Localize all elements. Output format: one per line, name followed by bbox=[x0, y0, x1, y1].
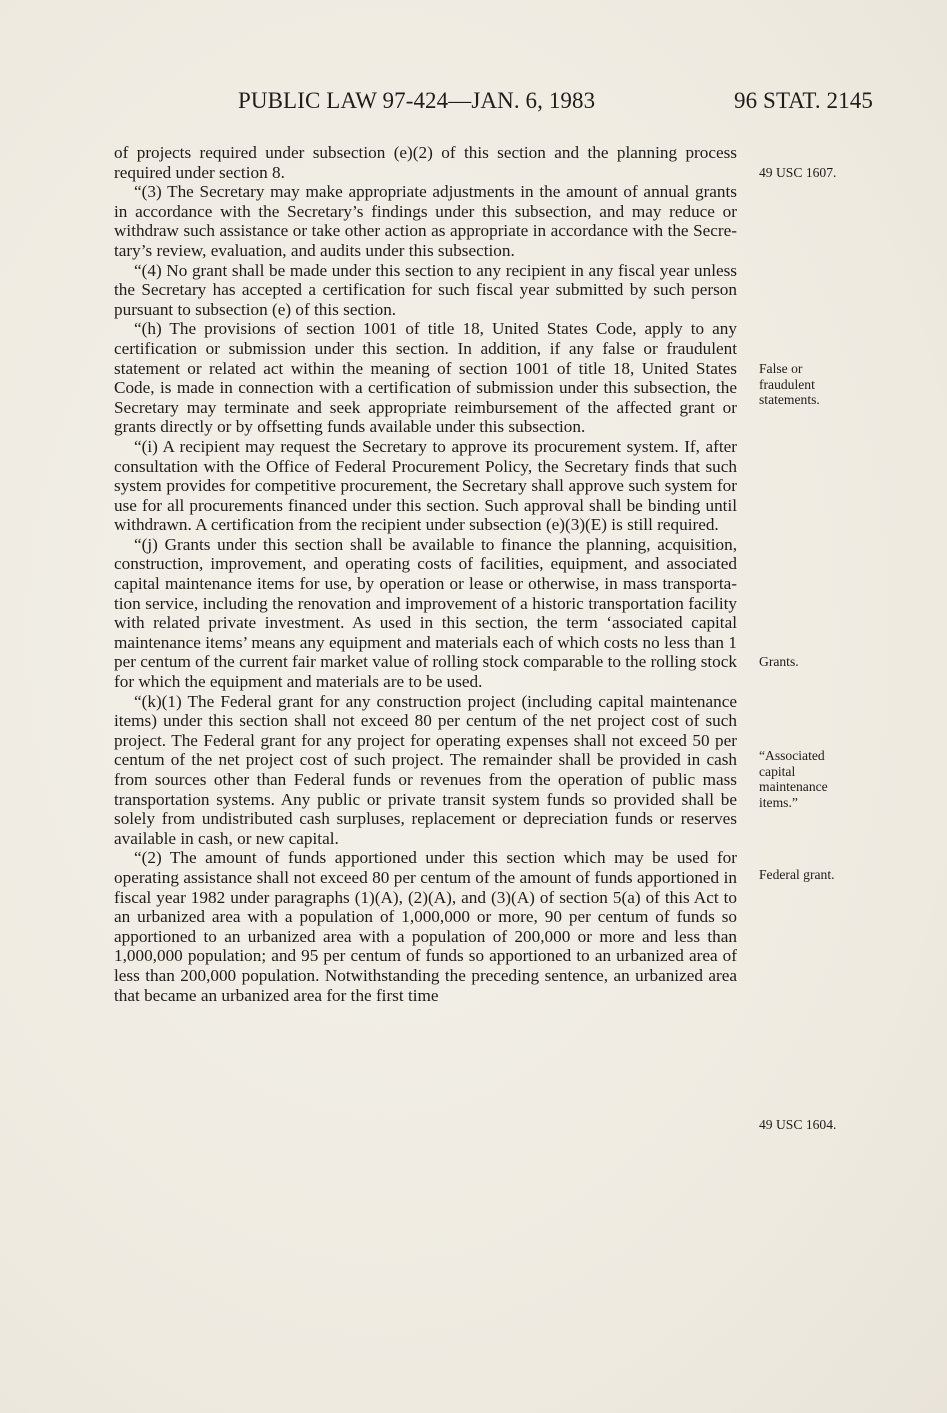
page-header bbox=[0, 88, 947, 122]
margin-note-false-statements: False or fraudulent statements. bbox=[759, 361, 820, 408]
margin-note-49-usc-1604: 49 USC 1604. bbox=[759, 1117, 837, 1132]
paragraph-g4: “(4) No grant shall be made under this section to any recipient in any fiscal year unless the Secretary has accepted a certification for such fiscal year submitted by such person pursuant to subsection (e) of this section. bbox=[114, 260, 737, 319]
paragraph-k1: “(k)(1) The Federal grant for any construction project (including capital maintenance items) under this section shall not exceed 80 per centum of the net project cost of such project. The Federal grant for any project for operating expenses shall not exceed 50 per centum of the net project cost of such project. The remainder shall be provided in cash from sources other than Federal funds or revenues from the operation of public mass transportation systems. Any public or private transit system funds so provided shall be solely from undistributed cash surpluses, replacement or depreciation funds or reserves available in cash, or new capital. bbox=[114, 691, 737, 848]
margin-note-associated-capital-maintenance: “Associated capital maintenance items.” bbox=[759, 748, 828, 810]
margin-note-49-usc-1607: 49 USC 1607. bbox=[759, 165, 837, 180]
margin-note-grants: Grants. bbox=[759, 654, 799, 669]
page-title: PUBLIC LAW 97-424—JAN. 6, 1983 bbox=[238, 88, 596, 113]
body-text bbox=[114, 143, 737, 1005]
statute-page-number: 96 STAT. 2145 bbox=[734, 88, 873, 113]
paragraph-g3: “(3) The Secretary may make appropriate adjustments in the amount of annual grants in accordance with the Secretary’s findings under this subsection, and may reduce or withdraw such assistance or take other action as appropriate in accordance with the Secretary’s review, evaluation, and audits under this subsection. bbox=[114, 182, 737, 260]
paragraph-h: “(h) The provisions of section 1001 of title 18, United States Code, apply to any certification or submission under this section. In addition, if any false or fraudulent statement or related act within the meaning of section 1001 of title 18, United States Code, is made in connection with a certification of submission under this subsection, the Secretary may terminate and seek appropriate reimbursement of the affected grant or grants directly or by offsetting funds available under this subsection. bbox=[114, 319, 737, 437]
paragraph-i: “(i) A recipient may request the Secretary to approve its procurement system. If, after consultation with the Office of Federal Procurement Policy, the Secretary finds that such system provides for competitive procurement, the Secretary shall approve such system for use for all procurements financed under this section. Such approval shall be binding until withdrawn. A certification from the recipient under subsection (e)(3)(E) is still required. bbox=[114, 436, 737, 535]
paragraph-k2: “(2) The amount of funds apportioned under this section which may be used for operating assistance shall not exceed 80 per centum of the amount of funds apportioned in fiscal year 1982 under paragraphs (1)(A), (2)(A), and (3)(A) of section 5(a) of this Act to an urbanized area with a population of 1,000,000 or more, 90 per centum of funds so apportioned to an urbanized area with a population of 200,000 or more and less than 1,000,000 population; and 95 per centum of funds so apportioned to an urbanized area of less than 200,000 population. Notwithstanding the preceding sentence, an urbanized area that became an urbanized area for the first time bbox=[114, 848, 737, 1005]
paragraph-j: “(j) Grants under this section shall be available to finance the planning, acquisition, construction, improvement, and operating costs of facilities, equipment, and associated capital maintenance items for use, by operation or lease or otherwise, in mass transportation service, including the renovation and improvement of a historic transportation facility with related private investment. As used in this section, the term ‘associated capital maintenance items’ means any equipment and materials each of which costs no less than 1 per centum of the current fair market value of rolling stock comparable to the rolling stock for which the equipment and materials are to be used. bbox=[114, 534, 737, 692]
margin-note-federal-grant: Federal grant. bbox=[759, 867, 835, 882]
paragraph-continuation: of projects required under subsection (e)(2) of this section and the planning process required under section 8. bbox=[114, 143, 737, 182]
